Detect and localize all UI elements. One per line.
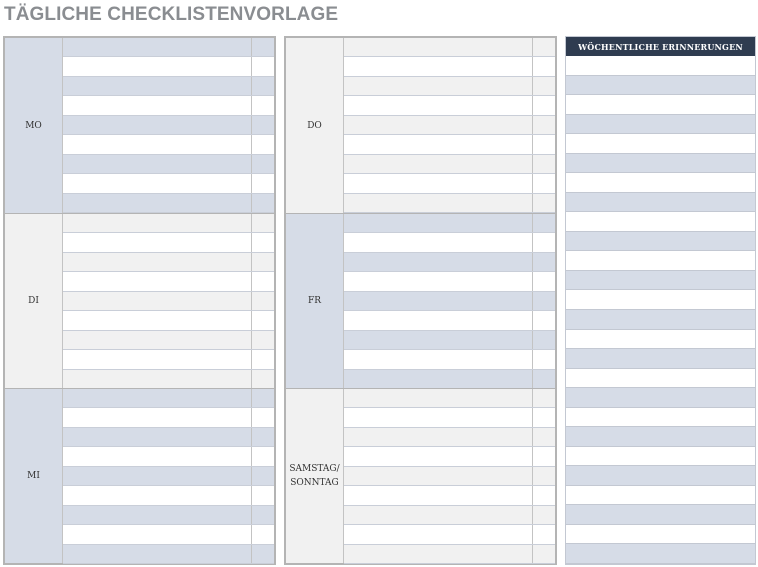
checkbox-cell[interactable]: [533, 486, 555, 504]
task-row: [63, 389, 274, 408]
task-row: [344, 486, 555, 505]
task-cell[interactable]: [63, 135, 252, 153]
page-title: TÄGLICHE CHECKLISTENVORLAGE: [4, 4, 339, 25]
day-label: SAMSTAG/ SONNTAG: [286, 389, 344, 563]
checkbox-cell[interactable]: [533, 38, 555, 56]
task-row: [344, 506, 555, 525]
task-row: [344, 525, 555, 544]
task-row: [344, 370, 555, 389]
task-row: [63, 447, 274, 466]
task-row: [63, 233, 274, 252]
checkbox-cell[interactable]: [533, 545, 555, 563]
reminder-row[interactable]: [566, 154, 755, 174]
task-row: [344, 467, 555, 486]
reminder-row[interactable]: [566, 310, 755, 330]
task-cell[interactable]: [63, 38, 252, 56]
task-cell[interactable]: [344, 174, 533, 192]
task-cell[interactable]: [63, 408, 252, 426]
task-row: [63, 155, 274, 174]
day-label: FR: [286, 214, 344, 388]
task-row: [63, 57, 274, 76]
task-cell[interactable]: [344, 272, 533, 290]
checkbox-cell[interactable]: [533, 311, 555, 329]
checklist-left-panel: [3, 36, 276, 565]
task-cell[interactable]: [63, 96, 252, 114]
checkbox-cell[interactable]: [533, 350, 555, 368]
task-cell[interactable]: [344, 155, 533, 173]
task-row: [63, 311, 274, 330]
task-row: [344, 253, 555, 272]
task-rows: [63, 214, 274, 388]
task-row: [63, 38, 274, 57]
day-label: MO: [5, 38, 63, 213]
checkbox-cell[interactable]: [252, 292, 274, 310]
task-cell[interactable]: [344, 447, 533, 465]
checkbox-cell[interactable]: [252, 272, 274, 290]
checkbox-cell[interactable]: [252, 331, 274, 349]
task-cell[interactable]: [344, 545, 533, 563]
task-row: [344, 331, 555, 350]
checkbox-cell[interactable]: [533, 233, 555, 251]
checkbox-cell[interactable]: [252, 214, 274, 232]
checkbox-cell[interactable]: [533, 292, 555, 310]
reminder-row[interactable]: [566, 408, 755, 428]
reminders-header: WÖCHENTLICHE ERINNERUNGEN: [566, 37, 755, 56]
checkbox-cell[interactable]: [533, 194, 555, 212]
checkbox-cell[interactable]: [533, 389, 555, 407]
task-cell[interactable]: [63, 272, 252, 290]
task-row: [344, 57, 555, 76]
day-block-weekend: [286, 388, 555, 563]
task-cell[interactable]: [344, 428, 533, 446]
checkbox-cell[interactable]: [252, 370, 274, 388]
task-cell[interactable]: [344, 38, 533, 56]
reminder-row[interactable]: [566, 369, 755, 389]
checkbox-cell[interactable]: [252, 135, 274, 153]
reminder-row[interactable]: [566, 173, 755, 193]
task-cell[interactable]: [344, 486, 533, 504]
checkbox-cell[interactable]: [533, 253, 555, 271]
task-row: [63, 428, 274, 447]
day-block-mi: [5, 388, 274, 563]
task-row: [63, 292, 274, 311]
reminder-row[interactable]: [566, 290, 755, 310]
task-row: [344, 96, 555, 115]
task-cell[interactable]: [63, 214, 252, 232]
task-row: [63, 194, 274, 213]
task-cell[interactable]: [63, 467, 252, 485]
checkbox-cell[interactable]: [252, 311, 274, 329]
day-label: DI: [5, 214, 63, 388]
task-cell[interactable]: [344, 389, 533, 407]
task-row: [344, 350, 555, 369]
reminder-row[interactable]: [566, 349, 755, 369]
task-row: [63, 408, 274, 427]
reminder-row[interactable]: [566, 544, 755, 564]
task-cell[interactable]: [63, 253, 252, 271]
checkbox-cell[interactable]: [533, 272, 555, 290]
checkbox-cell[interactable]: [252, 233, 274, 251]
task-cell[interactable]: [344, 311, 533, 329]
task-row: [344, 77, 555, 96]
task-cell[interactable]: [344, 331, 533, 349]
task-row: [344, 194, 555, 213]
checkbox-cell[interactable]: [252, 408, 274, 426]
task-row: [63, 96, 274, 115]
task-cell[interactable]: [63, 525, 252, 543]
checkbox-cell[interactable]: [533, 428, 555, 446]
task-rows: [344, 38, 555, 213]
task-cell[interactable]: [344, 57, 533, 75]
checkbox-cell[interactable]: [252, 253, 274, 271]
task-cell[interactable]: [63, 370, 252, 388]
task-row: [63, 174, 274, 193]
task-rows: [63, 389, 274, 563]
checkbox-cell[interactable]: [533, 408, 555, 426]
checkbox-cell[interactable]: [252, 350, 274, 368]
reminder-row[interactable]: [566, 427, 755, 447]
task-cell[interactable]: [344, 292, 533, 310]
task-cell[interactable]: [63, 292, 252, 310]
task-row: [63, 506, 274, 525]
checkbox-cell[interactable]: [533, 525, 555, 543]
checkbox-cell[interactable]: [533, 331, 555, 349]
checkbox-cell[interactable]: [252, 38, 274, 56]
checkbox-cell[interactable]: [252, 467, 274, 485]
task-row: [344, 155, 555, 174]
task-cell[interactable]: [63, 350, 252, 368]
task-cell[interactable]: [344, 96, 533, 114]
day-label: DO: [286, 38, 344, 213]
task-cell[interactable]: [344, 116, 533, 134]
checkbox-cell[interactable]: [252, 525, 274, 543]
task-row: [63, 525, 274, 544]
task-cell[interactable]: [344, 253, 533, 271]
task-cell[interactable]: [63, 389, 252, 407]
task-cell[interactable]: [63, 311, 252, 329]
task-cell[interactable]: [63, 194, 252, 212]
checklist-middle-panel: [284, 36, 557, 565]
reminder-row[interactable]: [566, 115, 755, 135]
task-cell[interactable]: [344, 506, 533, 524]
checkbox-cell[interactable]: [252, 486, 274, 504]
reminder-row[interactable]: [566, 388, 755, 408]
task-cell[interactable]: [344, 525, 533, 543]
task-cell[interactable]: [63, 57, 252, 75]
checkbox-cell[interactable]: [252, 545, 274, 563]
task-row: [344, 389, 555, 408]
task-cell[interactable]: [63, 116, 252, 134]
task-cell[interactable]: [63, 447, 252, 465]
checkbox-cell[interactable]: [252, 174, 274, 192]
task-row: [63, 486, 274, 505]
task-row: [63, 272, 274, 291]
task-row: [63, 135, 274, 154]
task-row: [344, 447, 555, 466]
task-row: [344, 408, 555, 427]
reminder-row[interactable]: [566, 232, 755, 252]
day-block-do: [286, 38, 555, 213]
task-row: [344, 292, 555, 311]
task-cell[interactable]: [344, 214, 533, 232]
reminder-row[interactable]: [566, 76, 755, 96]
checkbox-cell[interactable]: [533, 77, 555, 95]
task-cell[interactable]: [63, 77, 252, 95]
task-cell[interactable]: [63, 428, 252, 446]
checkbox-cell[interactable]: [533, 447, 555, 465]
task-row: [344, 38, 555, 57]
task-row: [344, 428, 555, 447]
task-rows: [344, 389, 555, 563]
task-cell[interactable]: [63, 331, 252, 349]
checkbox-cell[interactable]: [533, 96, 555, 114]
task-row: [344, 214, 555, 233]
checkbox-cell[interactable]: [252, 155, 274, 173]
task-cell[interactable]: [63, 155, 252, 173]
task-row: [63, 253, 274, 272]
reminder-row[interactable]: [566, 251, 755, 271]
checkbox-cell[interactable]: [252, 77, 274, 95]
checkbox-cell[interactable]: [533, 467, 555, 485]
checkbox-cell[interactable]: [252, 96, 274, 114]
checkbox-cell[interactable]: [252, 506, 274, 524]
checkbox-cell[interactable]: [252, 447, 274, 465]
task-cell[interactable]: [63, 486, 252, 504]
task-cell[interactable]: [63, 174, 252, 192]
weekly-reminders-panel: [565, 36, 756, 565]
task-row: [344, 135, 555, 154]
task-row: [63, 370, 274, 389]
checkbox-cell[interactable]: [533, 174, 555, 192]
checkbox-cell[interactable]: [252, 57, 274, 75]
checkbox-cell[interactable]: [533, 116, 555, 134]
task-row: [344, 272, 555, 291]
task-row: [63, 350, 274, 369]
checkbox-cell[interactable]: [533, 214, 555, 232]
day-label: MI: [5, 389, 63, 563]
checkbox-cell[interactable]: [533, 506, 555, 524]
task-cell[interactable]: [344, 370, 533, 388]
task-row: [63, 77, 274, 96]
reminder-row[interactable]: [566, 271, 755, 291]
task-row: [63, 116, 274, 135]
task-row: [63, 467, 274, 486]
task-cell[interactable]: [344, 77, 533, 95]
reminder-row[interactable]: [566, 95, 755, 115]
task-row: [63, 545, 274, 564]
day-block-di: [5, 213, 274, 388]
task-rows: [63, 38, 274, 213]
checkbox-cell[interactable]: [533, 155, 555, 173]
reminder-row[interactable]: [566, 212, 755, 232]
reminder-row[interactable]: [566, 486, 755, 506]
reminder-row[interactable]: [566, 447, 755, 467]
task-row: [344, 545, 555, 564]
checkbox-cell[interactable]: [252, 428, 274, 446]
task-cell[interactable]: [344, 233, 533, 251]
task-cell[interactable]: [63, 506, 252, 524]
checkbox-cell[interactable]: [533, 135, 555, 153]
task-row: [63, 331, 274, 350]
task-cell[interactable]: [344, 194, 533, 212]
task-cell[interactable]: [63, 545, 252, 563]
task-rows: [344, 214, 555, 388]
reminder-row[interactable]: [566, 330, 755, 350]
task-cell[interactable]: [344, 350, 533, 368]
day-block-fr: [286, 213, 555, 388]
task-row: [344, 233, 555, 252]
reminder-row[interactable]: [566, 134, 755, 154]
checkbox-cell[interactable]: [252, 389, 274, 407]
task-cell[interactable]: [63, 233, 252, 251]
checkbox-cell[interactable]: [252, 116, 274, 134]
task-row: [63, 214, 274, 233]
checkbox-cell[interactable]: [533, 370, 555, 388]
day-block-mo: [5, 38, 274, 213]
checkbox-cell[interactable]: [252, 194, 274, 212]
task-cell[interactable]: [344, 467, 533, 485]
reminder-row[interactable]: [566, 56, 755, 76]
reminder-row[interactable]: [566, 505, 755, 525]
task-row: [344, 174, 555, 193]
task-row: [344, 311, 555, 330]
reminder-row[interactable]: [566, 525, 755, 545]
reminder-row[interactable]: [566, 193, 755, 213]
task-cell[interactable]: [344, 135, 533, 153]
task-row: [344, 116, 555, 135]
checkbox-cell[interactable]: [533, 57, 555, 75]
reminder-row[interactable]: [566, 466, 755, 486]
task-cell[interactable]: [344, 408, 533, 426]
